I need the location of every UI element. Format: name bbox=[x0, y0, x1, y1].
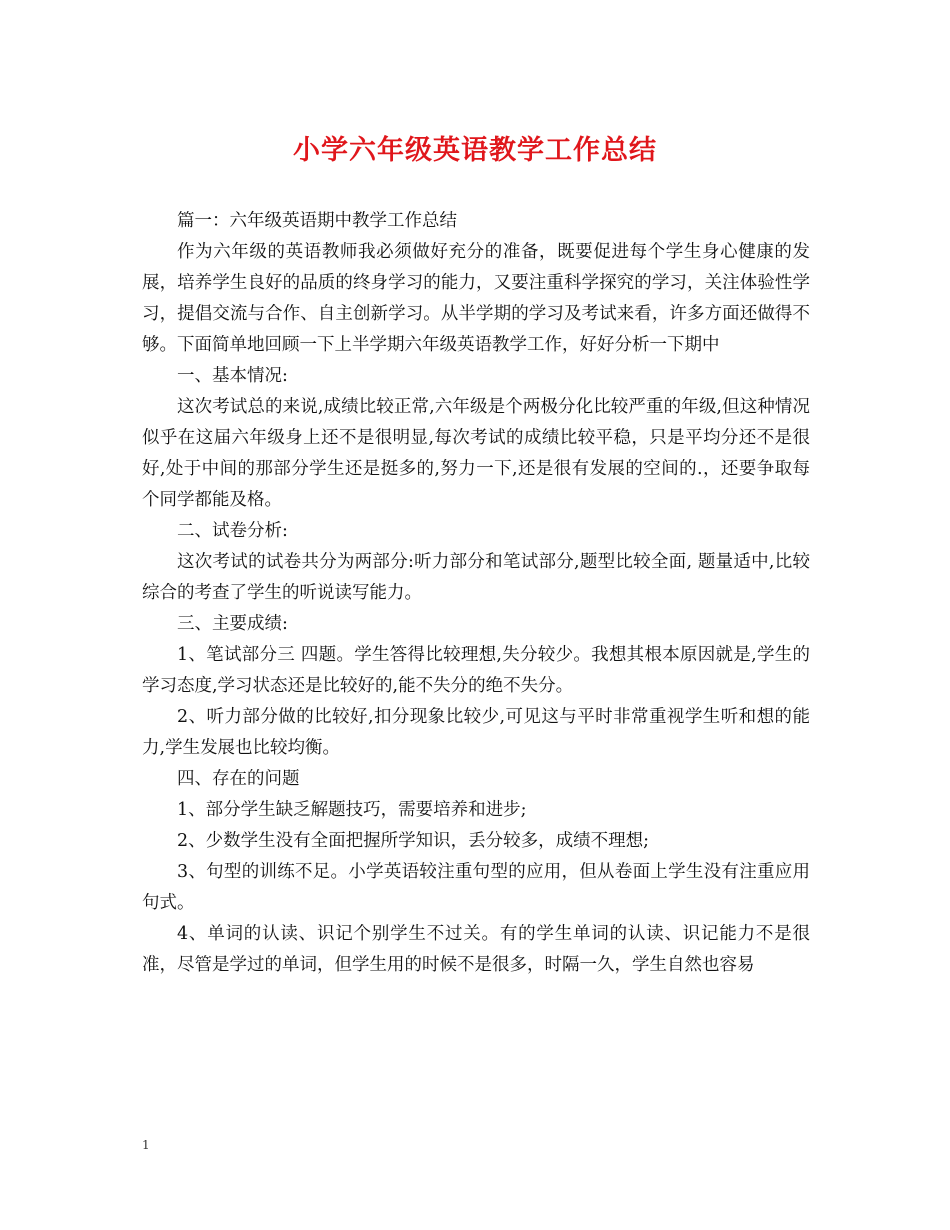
paragraph-problem-3: 3、句型的训练不足。小学英语较注重句型的应用，但从卷面上学生没有注重应用句式。 bbox=[142, 862, 810, 913]
section-heading-problems: 四、存在的问题 bbox=[177, 769, 300, 789]
paragraph-basic-situation: 这次考试总的来说,成绩比较正常,六年级是个两极分化比较严重的年级,但这种情况似乎在这届六年级身上还不是很明显,每次考试的成绩比较平稳，只是平均分还不是很好,处于中间的那部分学生还是挺多的,努力一下,还是很有发展的空间的.，还要争取每个同学都能及格。 bbox=[142, 397, 810, 510]
paragraph-problem-2: 2、少数学生没有全面把握所学知识，丢分较多，成绩不理想; bbox=[177, 831, 650, 851]
paragraph-problem-4: 4、单词的认读、识记个别学生不过关。有的学生单词的认读、识记能力不是很准，尽管是学过的单词，但学生用的时候不是很多，时隔一久，学生自然也容易 bbox=[142, 924, 810, 975]
section-heading-paper-analysis: 二、试卷分析: bbox=[177, 521, 288, 541]
paragraph-achievement-2: 2、听力部分做的比较好,扣分现象比较少,可见这与平时非常重视学生听和想的能力,学生发展也比较均衡。 bbox=[142, 707, 810, 758]
section-heading-achievements: 三、主要成绩: bbox=[177, 614, 288, 634]
paragraph-achievement-1: 1、笔试部分三 四题。学生答得比较理想,失分较少。我想其根本原因就是,学生的学习态度,学习状态还是比较好的,能不失分的绝不失分。 bbox=[142, 645, 810, 696]
document-body bbox=[142, 206, 810, 981]
section-heading-part-one: 篇一：六年级英语期中教学工作总结 bbox=[177, 211, 457, 231]
paragraph-problem-1: 1、部分学生缺乏解题技巧，需要培养和进步; bbox=[177, 800, 527, 820]
page-number: 1 bbox=[142, 1138, 150, 1152]
section-heading-basic-situation: 一、基本情况: bbox=[177, 366, 288, 386]
document-title: 小学六年级英语教学工作总结 bbox=[293, 135, 657, 166]
paragraph-paper-analysis: 这次考试的试卷共分为两部分:听力部分和笔试部分,题型比较全面, 题量适中,比较综合的考查了学生的听说读写能力。 bbox=[142, 552, 810, 603]
paragraph-introduction: 作为六年级的英语教师我必须做好充分的准备，既要促进每个学生身心健康的发展，培养学生良好的品质的终身学习的能力，又要注重科学探究的学习，关注体验性学习，提倡交流与合作、自主创新学习。从半学期的学习及考试来看，许多方面还做得不够。下面简单地回顾一下上半学期六年级英语教学工作，好好分析一下期中 bbox=[142, 242, 810, 355]
